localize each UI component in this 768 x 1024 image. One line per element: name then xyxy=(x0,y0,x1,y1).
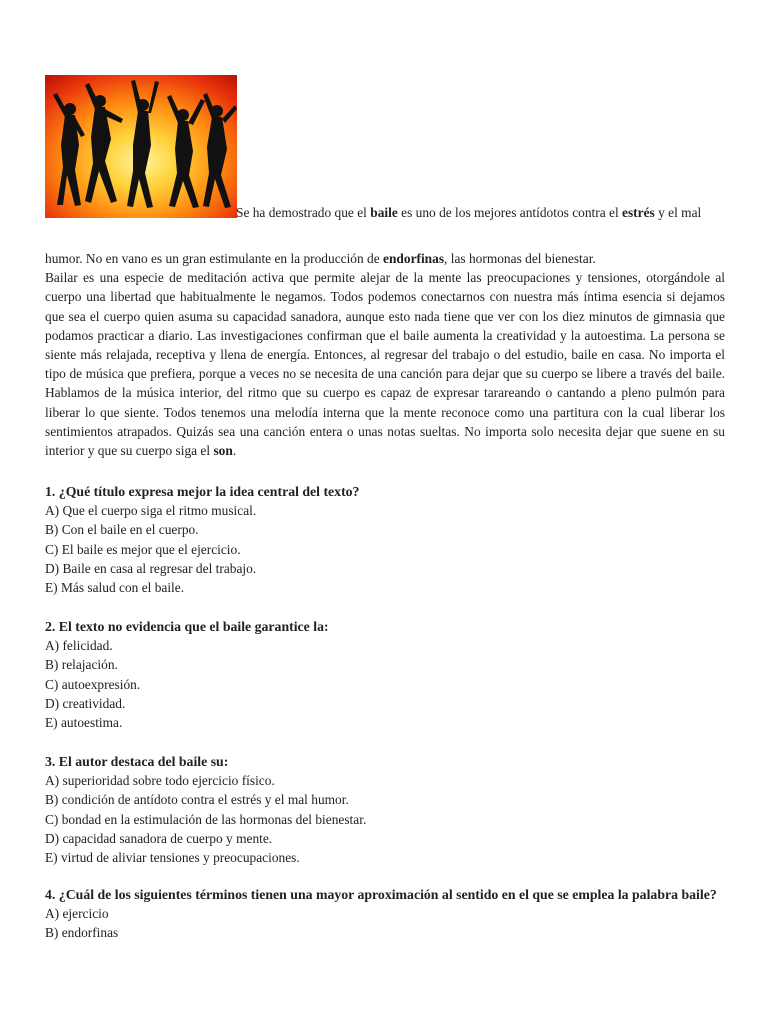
question-2-option-e: E) autoestima. xyxy=(45,715,123,731)
question-1-option-c: C) El baile es mejor que el ejercicio. xyxy=(45,541,241,557)
question-1 xyxy=(45,482,725,597)
dancers-image xyxy=(45,75,237,218)
question-2-option-d: D) creatividad. xyxy=(45,695,126,711)
paragraph-end: . xyxy=(232,443,237,459)
intro-sentence xyxy=(236,205,701,221)
question-3 xyxy=(45,752,725,867)
intro-bold-estres: estrés xyxy=(622,205,655,220)
intro-bold-baile: baile xyxy=(370,205,398,220)
question-3-option-a: A) superioridad sobre todo ejercicio físico. xyxy=(45,773,275,789)
question-1-option-a: A) Que el cuerpo siga el ritmo musical. xyxy=(45,503,257,519)
intro-text-2: es uno de los mejores antídotos contra el xyxy=(397,205,623,220)
intro-text-1: Se ha demostrado que el xyxy=(236,205,371,220)
question-3-option-e: E) virtud de aliviar tensiones y preocupaciones. xyxy=(45,850,300,866)
question-3-option-d: D) capacidad sanadora de cuerpo y mente. xyxy=(45,830,273,846)
line2-text-1: humor. No en vano es un gran estimulante en la producción de xyxy=(45,251,384,266)
paragraph-bold-son: son xyxy=(213,443,233,459)
question-4-option-b: B) endorfinas xyxy=(45,925,119,941)
question-4-title: 4. ¿Cuál de los siguientes términos tienen una mayor aproximación al sentido en el que se emplea la palabra baile? xyxy=(45,887,717,902)
main-passage xyxy=(45,249,725,460)
paragraph-main: Bailar es una especie de meditación activa que permite alejar de la mente las preocupaciones y tensiones, otorgándole al cuerpo una libertad que habitualmente le negamos. Todos podemos conectarnos con nuestra más íntima esencia si dejamos que sea el cuerpo quien asuma su capacidad sanadora, aunque esto nada tiene que ver con los diez minutos de gimnasia que podamos practicar a diario. Las investigaciones confirman que el baile aumenta la creatividad y la autoestima. La persona se siente más relajada, receptiva y llena de energía. Entonces, al regresar del trabajo o del estudio, baile en casa. No importa el tipo de música que prefiera, porque a veces no se necesita de una canción para dejar que su cuerpo se libere a través del baile. Hablamos de la música interior, del ritmo que su cuerpo es capaz de expresar tarareando o cantando a pleno pulmón para liberar lo que siente. Todos tenemos una melodía interna que la mente reconoce como una partitura con la cual liberar los sentimientos atrapados. Quizás sea una canción entera o unas notas sueltas. No importa solo necesita dejar que suene en su interior y que su cuerpo siga el xyxy=(45,270,725,459)
question-3-option-c: C) bondad en la estimulación de las hormonas del bienestar. xyxy=(45,811,367,827)
question-2 xyxy=(45,617,725,732)
question-4 xyxy=(45,885,725,943)
question-2-title: 2. El texto no evidencia que el baile garantice la: xyxy=(45,619,329,634)
question-3-title: 3. El autor destaca del baile su: xyxy=(45,754,229,769)
question-2-option-a: A) felicidad. xyxy=(45,638,113,654)
passage-paragraph xyxy=(45,268,725,460)
question-1-title: 1. ¿Qué título expresa mejor la idea central del texto? xyxy=(45,484,360,499)
line2-bold-endorfinas: endorfinas xyxy=(383,251,445,266)
passage-line-humor xyxy=(45,249,725,268)
intro-text-3: y el mal xyxy=(654,205,702,220)
line2-text-2: , las hormonas del bienestar. xyxy=(444,251,596,266)
question-1-option-e: E) Más salud con el baile. xyxy=(45,580,185,596)
question-2-option-c: C) autoexpresión. xyxy=(45,676,141,692)
question-1-option-d: D) Baile en casa al regresar del trabajo. xyxy=(45,560,257,576)
question-1-option-b: B) Con el baile en el cuerpo. xyxy=(45,522,199,538)
question-4-option-a: A) ejercicio xyxy=(45,906,109,922)
question-3-option-b: B) condición de antídoto contra el estrés y el mal humor. xyxy=(45,792,349,808)
question-2-option-b: B) relajación. xyxy=(45,657,118,673)
